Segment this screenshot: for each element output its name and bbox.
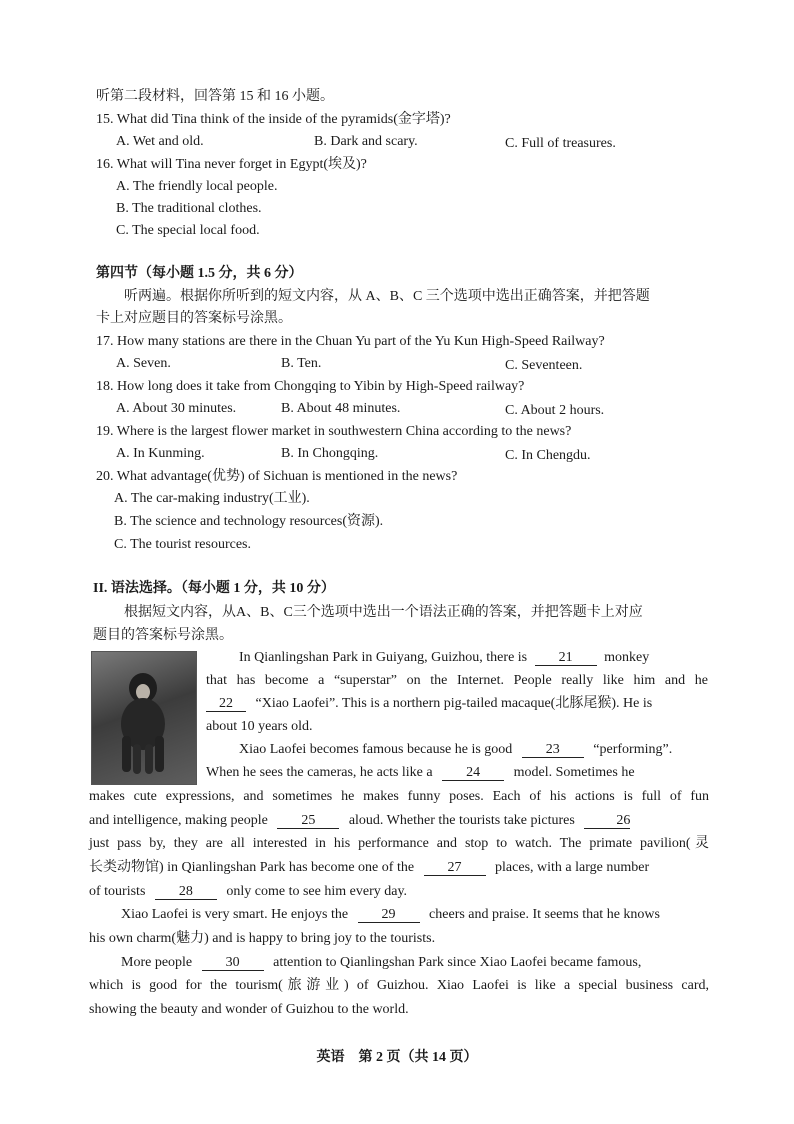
blank-24[interactable]: 24: [442, 765, 504, 781]
q19-option-a: A. In Kunming.: [116, 446, 205, 461]
blank-30[interactable]: 30: [202, 955, 264, 971]
passage-line-16: showing the beauty and wonder of Guizhou to the world.: [89, 1002, 409, 1017]
section2-instructions-line2: 题目的答案标号涂黑。: [93, 628, 233, 643]
passage-line-1: In Qianlingshan Park in Guiyang, Guizhou, there is 21 monkey: [239, 650, 650, 665]
monkey-figure-icon: [112, 666, 174, 776]
passage-line-4: about 10 years old.: [206, 719, 313, 734]
q16-option-c: C. The special local food.: [116, 223, 260, 238]
q18-option-b: B. About 48 minutes.: [281, 401, 401, 416]
section2-title: II. 语法选择。（每小题 1 分，共 10 分）: [93, 581, 335, 596]
q20-option-c: C. The tourist resources.: [114, 537, 251, 552]
passage-line-5: Xiao Laofei becomes famous because he is good 23 “performing”.: [239, 742, 673, 757]
section4-instructions-line2: 卡上对应题目的答案标号涂黑。: [96, 311, 292, 326]
q15-option-c: C. Full of treasures.: [505, 136, 616, 151]
q20-option-a: A. The car-making industry(工业).: [114, 491, 310, 506]
q19-option-b: B. In Chongqing.: [281, 446, 379, 461]
blank-25[interactable]: 25: [277, 813, 339, 829]
q15-option-a: A. Wet and old.: [116, 134, 204, 149]
section4-instructions-line1: 听两遍。根据你所听到的短文内容，从 A、B、C 三个选项中选出正确答案，并把答题: [124, 289, 650, 304]
blank-29[interactable]: 29: [358, 907, 420, 923]
passage-line-7: makes cute expressions, and sometimes he makes funny poses. Each of his actions is full of fun: [89, 789, 709, 804]
q20-option-b: B. The science and technology resources(资源).: [114, 514, 384, 529]
blank-23[interactable]: 23: [522, 742, 584, 758]
passage-line-9: just pass by, they are all interested in his performance and stop to watch. The primate pavilion(灵: [89, 836, 709, 851]
q19-stem: 19. Where is the largest flower market in southwestern China according to the news?: [96, 424, 572, 439]
blank-21[interactable]: 21: [535, 650, 597, 666]
blank-28[interactable]: 28: [155, 884, 217, 900]
q15-option-b: B. Dark and scary.: [314, 134, 418, 149]
q17-stem: 17. How many stations are there in the Chuan Yu part of the Yu Kun High-Speed Railway?: [96, 334, 605, 349]
q16-option-a: A. The friendly local people.: [116, 179, 278, 194]
passage-line-14: More people 30 attention to Qianlingshan Park since Xiao Laofei became famous,: [121, 955, 642, 970]
page-footer: 英语 第 2 页（共 14 页）: [316, 1050, 478, 1065]
part3-sub2-intro: 听第二段材料，回答第 15 和 16 小题。: [96, 89, 334, 104]
q20-stem: 20. What advantage(优势) of Sichuan is mentioned in the news?: [96, 469, 458, 484]
blank-22[interactable]: 22: [206, 696, 246, 712]
passage-line-10: 长类动物馆) in Qianlingshan Park has become one of the 27 places, with a large number: [89, 860, 650, 875]
passage-line-12: Xiao Laofei is very smart. He enjoys the 29 cheers and praise. It seems that he knows: [121, 907, 660, 922]
q17-option-c: C. Seventeen.: [505, 358, 583, 373]
passage-line-8: and intelligence, making people 25 aloud. Whether the tourists take pictures 26: [89, 813, 631, 828]
q18-stem: 18. How long does it take from Chongqing to Yibin by High-Speed railway?: [96, 379, 525, 394]
section2-instructions-line1: 根据短文内容，从A、B、C三个选项中选出一个语法正确的答案，并把答题卡上对应: [124, 605, 643, 620]
passage-line-2: that has become a “superstar” on the Internet. People really like him and he: [206, 673, 708, 688]
q15-stem: 15. What did Tina think of the inside of the pyramids(金字塔)?: [96, 112, 451, 127]
q18-option-c: C. About 2 hours.: [505, 403, 605, 418]
q17-option-a: A. Seven.: [116, 356, 171, 371]
passage-line-11: of tourists 28 only come to see him every day.: [89, 884, 408, 899]
q19-option-c: C. In Chengdu.: [505, 448, 591, 463]
q16-stem: 16. What will Tina never forget in Egypt(埃及)?: [96, 157, 367, 172]
blank-27[interactable]: 27: [424, 860, 486, 876]
monkey-photo: [91, 651, 197, 785]
q16-option-b: B. The traditional clothes.: [116, 201, 262, 216]
blank-26[interactable]: 26: [584, 813, 630, 829]
passage-line-3: 22 “Xiao Laofei”. This is a northern pig-tailed macaque(北豚尾猴). He is: [206, 695, 652, 713]
passage-line-6: When he sees the cameras, he acts like a 24 model. Sometimes he: [206, 765, 635, 780]
q18-option-a: A. About 30 minutes.: [116, 401, 237, 416]
q17-option-b: B. Ten.: [281, 356, 322, 371]
passage-line-13: his own charm(魅力) and is happy to bring joy to the tourists.: [89, 931, 436, 946]
section4-title: 第四节（每小题 1.5 分，共 6 分）: [96, 266, 303, 281]
passage-line-15: which is good for the tourism(旅游业) of Guizhou. Xiao Laofei is like a special business card,: [89, 978, 709, 993]
